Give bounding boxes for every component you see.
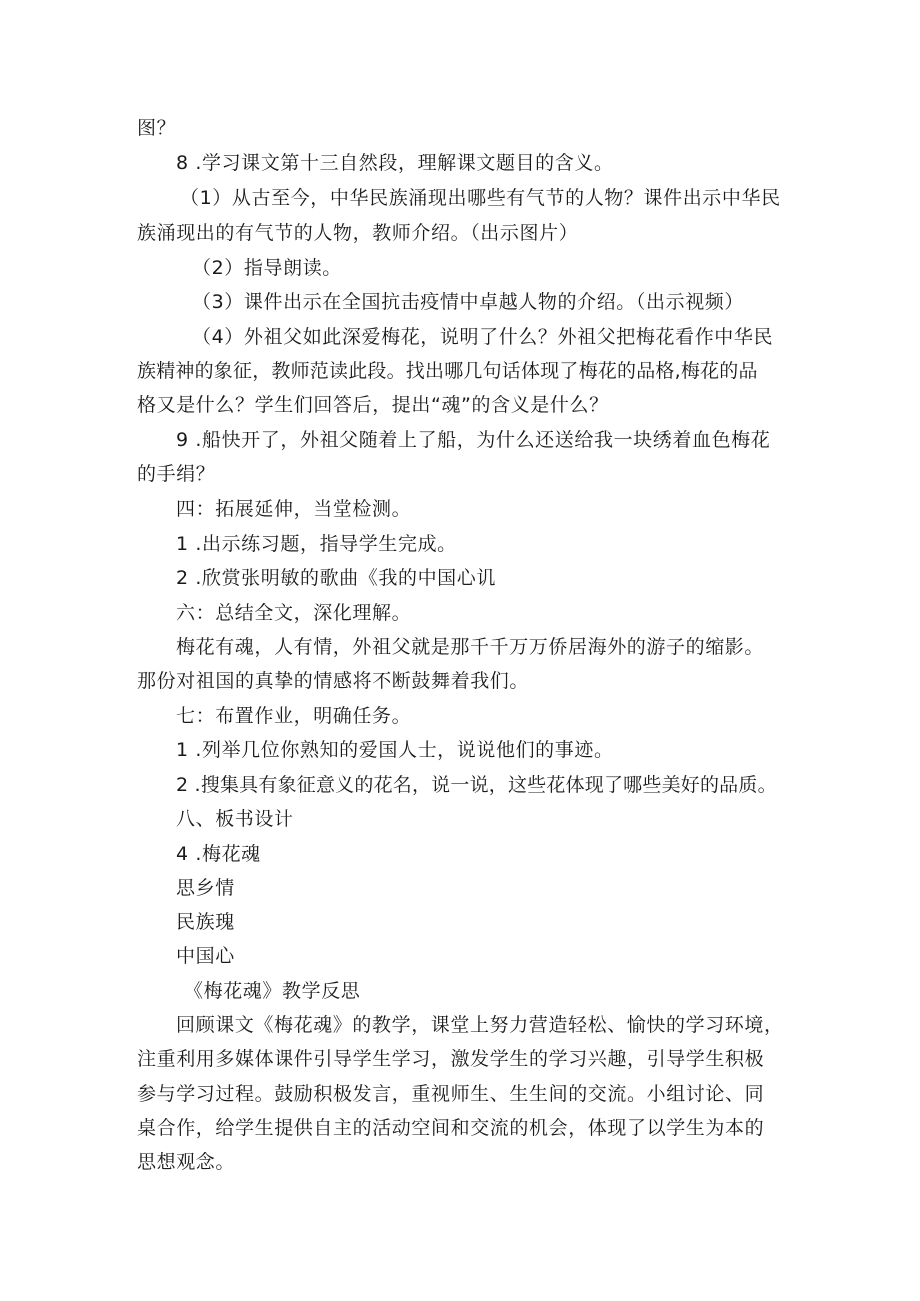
text-line-30: 桌合作，给学生提供自主的活动空间和交流的机会，体现了以学生为本的 <box>137 1117 765 1139</box>
section-heading-6: 六：总结全文，深化理解。 <box>176 602 412 624</box>
text-line-31: 思想观念。 <box>137 1151 236 1173</box>
section-heading-7: 七：布置作业，明确任务。 <box>176 705 412 727</box>
board-line: 民族瑰 <box>176 911 235 933</box>
list-item: 1 .列举几位你熟知的爱国人士，说说他们的事迹。 <box>176 739 614 761</box>
board-line: 中国心 <box>176 945 235 967</box>
text-line-9: 格又是什么？学生们回答后，提出“魂”的含义是什么？ <box>137 394 609 416</box>
item-8: 8 .学习课文第十三自然段，理解课文题目的含义。 <box>176 152 614 174</box>
text-line-1: 图？ <box>137 117 177 139</box>
text-line-29: 参与学习过程。鼓励积极发言，重视师生、生生间的交流。小组讨论、同 <box>137 1083 765 1105</box>
item-9: 9 .船快开了，外祖父随着上了船，为什么还送给我一块绣着血色梅花 <box>176 429 771 451</box>
list-item: 1 .出示练习题，指导学生完成。 <box>176 533 457 555</box>
text-line-17: 那份对祖国的真挚的情感将不断鼓舞着我们。 <box>137 670 530 692</box>
text-line-7: （4）外祖父如此深爱梅花，说明了什么？外祖父把梅花看作中华民 <box>192 326 774 348</box>
board-line: 思乡情 <box>176 877 235 899</box>
text-line-11: 的手绢？ <box>137 463 216 485</box>
text-line-27: 回顾课文《梅花魂》的教学，课堂上努力营造轻松、愉快的学习环境， <box>176 1014 784 1036</box>
reflection-title: 《梅花魂》教学反思 <box>184 980 361 1002</box>
text-line-8: 族精神的象征，教师范读此段。找出哪几句话体现了梅花的品格,梅花的品 <box>137 360 758 382</box>
text-line-3: （1）从古至今，中华民族涌现出哪些有气节的人物？课件出示中华民 <box>180 187 781 209</box>
board-title: 4 .梅花魂 <box>176 843 261 865</box>
section-heading-8: 八、板书设计 <box>176 808 294 830</box>
list-item: 2 .搜集具有象征意义的花名，说一说，这些花体现了哪些美好的品质。 <box>176 774 777 796</box>
text-line-28: 注重利用多媒体课件引导学生学习，激发学生的学习兴趣，引导学生积极 <box>137 1048 765 1070</box>
section-heading-4: 四：拓展延伸，当堂检测。 <box>176 498 412 520</box>
text-line-16: 梅花有魂，人有情，外祖父就是那千千万万侨居海外的游子的缩影。 <box>176 636 765 658</box>
text-line-5: （2）指导朗读。 <box>192 257 342 279</box>
text-line-6: （3）课件出示在全国抗击疫情中卓越人物的介绍。（出示视频） <box>192 291 744 313</box>
text-line-4: 族涌现出的有气节的人物，教师介绍。（出示图片） <box>137 222 579 244</box>
list-item: 2 .欣赏张明敏的歌曲《我的中国心讥 <box>176 567 496 589</box>
